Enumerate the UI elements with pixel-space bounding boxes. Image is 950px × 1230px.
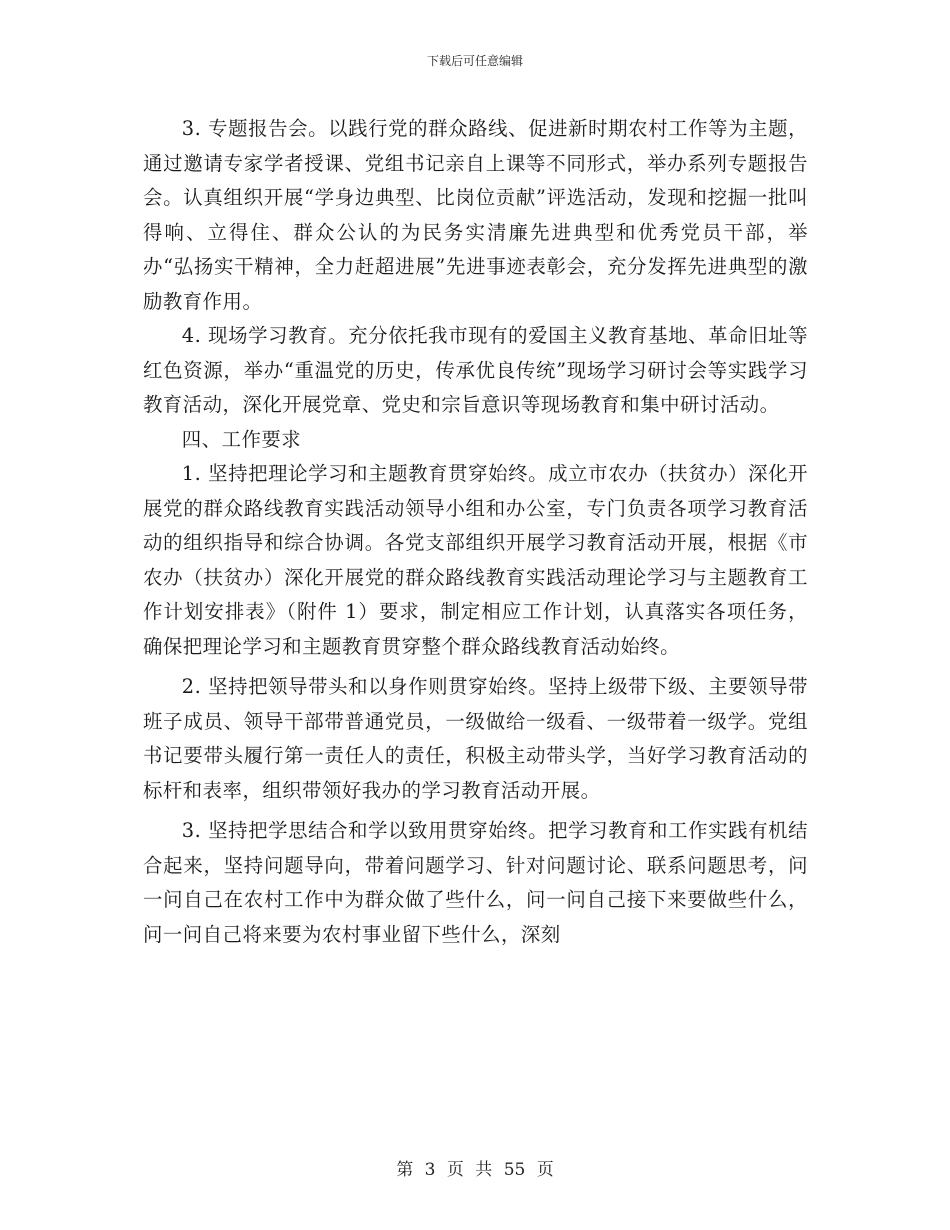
paragraph-requirement-1: 1. 坚持把理论学习和主题教育贯穿始终。成立市农办（扶贫办）深化开展党的群众路线教育实践活动领导小组和办公室，专门负责各项学习教育活动的组织指导和综合协调。各党支部组织开展学习教育活动开展，根据《市农办（扶贫办）深化开展党的群众路线教育实践活动理论学习与主题教育工作计划安排表》（附件 1）要求，制定相应工作计划，认真落实各项任务，确保把理论学习和主题教育贯穿整个群众路线教育活动始终。 — [143, 462, 808, 658]
document-body — [143, 112, 808, 952]
paragraph-special-report: 3. 专题报告会。以践行党的群众路线、促进新时期农村工作等为主题，通过邀请专家学者授课、党组书记亲自上课等不同形式，举办系列专题报告会。认真组织开展“学身边典型、比岗位贡献”评选活动，发现和挖掘一批叫得响、立得住、群众公认的为民务实清廉先进典型和优秀党员干部，举办“弘扬实干精神，全力赶超进展”先进事迹表彰会，充分发挥先进典型的激励教育作用。 — [143, 117, 808, 313]
paragraph-requirement-3: 3. 坚持把学思结合和学以致用贯穿始终。把学习教育和工作实践有机结合起来，坚持问题导向，带着问题学习、针对问题讨论、联系问题思考，问一问自己在农村工作中为群众做了些什么，问一问自己接下来要做些什么，问一问自己将来要为农村事业留下些什么，深刻 — [143, 819, 808, 946]
page-footer: 第 3 页 共 55 页 — [396, 1160, 554, 1180]
page-header: 下载后可任意编辑 — [426, 54, 523, 68]
paragraph-requirement-2: 2. 坚持把领导带头和以身作则贯穿始终。坚持上级带下级、主要领导带班子成员、领导干部带普通党员，一级做给一级看、一级带着一级学。党组书记要带头履行第一责任人的责任，积极主动带头学，当好学习教育活动的标杆和表率，组织带领好我办的学习教育活动开展。 — [143, 675, 808, 802]
paragraph-onsite-education: 4. 现场学习教育。充分依托我市现有的爱国主义教育基地、革命旧址等红色资源，举办“重温党的历史，传承优良传统”现场学习研讨会等实践学习教育活动，深化开展党章、党史和宗旨意识等现场教育和集中研讨活动。 — [143, 324, 808, 416]
section-heading-work-requirements: 四、工作要求 — [181, 427, 302, 451]
